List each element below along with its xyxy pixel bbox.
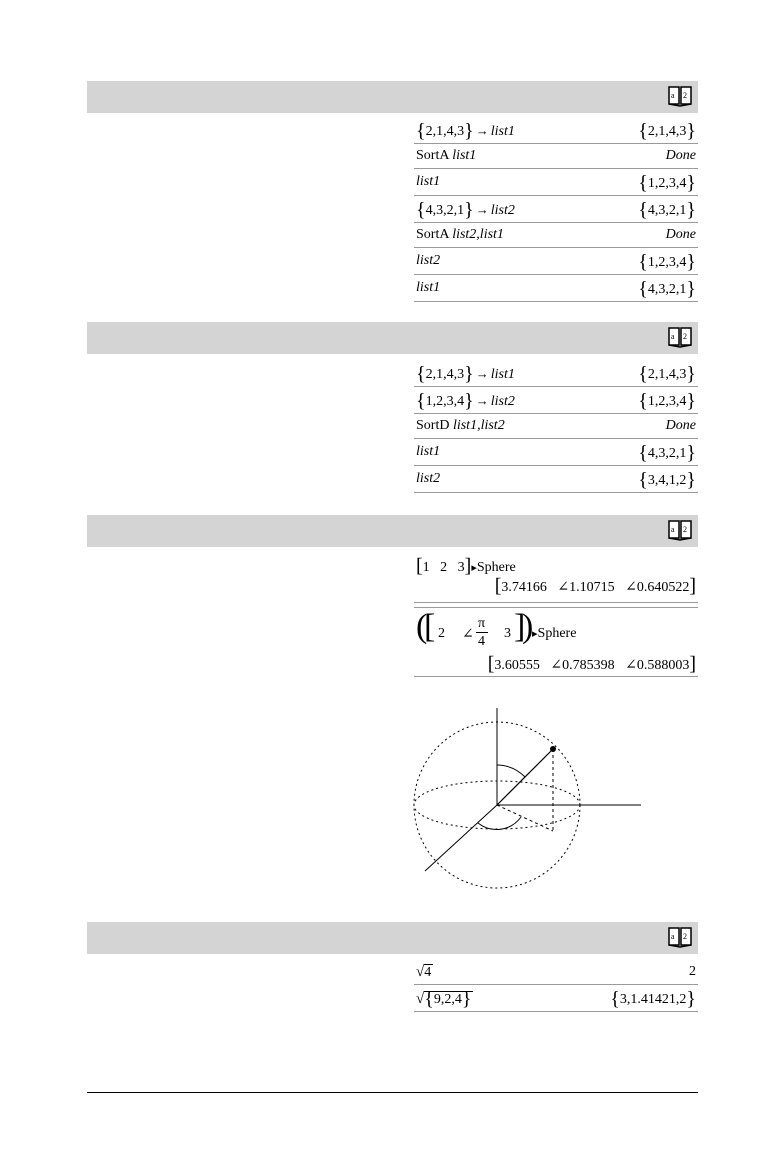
table-row: list2 {3,4,1,2}	[414, 466, 698, 493]
sortd-example-table	[414, 360, 698, 493]
table-row: ( [ 2 ∠ π 4 3 ] ) ▸Sphere [3.60555 ∠0.785398 ∠0.588003]	[416, 608, 696, 675]
book-icon	[668, 520, 692, 541]
sphere-diagram	[405, 705, 650, 890]
table-row: √{9,2,4} {3,1.41421,2}	[414, 985, 698, 1012]
book-icon	[668, 86, 692, 107]
svg-text:2: 2	[683, 525, 687, 534]
section-header-sqrt	[87, 922, 698, 954]
svg-text:a: a	[671, 932, 675, 941]
table-row: √4 2	[414, 960, 698, 985]
table-row: list1 {4,3,2,1}	[414, 439, 698, 466]
sorta-example-table	[414, 117, 698, 302]
svg-text:2: 2	[683, 91, 687, 100]
table-row: {4,3,2,1} → list2 {4,3,2,1}	[414, 196, 698, 223]
table-row: [1 2 3]▸Sphere [3.74166 ∠1.10715 ∠0.640522]	[414, 552, 698, 603]
table-row: {2,1,4,3} → list1 {2,1,4,3}	[414, 360, 698, 387]
table-row: SortA list2,list1 Done	[414, 223, 698, 248]
svg-text:2: 2	[683, 932, 687, 941]
table-row: SortA list1 Done	[414, 144, 698, 169]
table-row: list1 {1,2,3,4}	[414, 169, 698, 196]
section-header-sphere	[87, 515, 698, 547]
footer-rule	[87, 1092, 698, 1093]
sphere-example-table	[414, 552, 698, 677]
book-icon	[668, 927, 692, 948]
svg-text:2: 2	[683, 332, 687, 341]
book-icon	[668, 327, 692, 348]
svg-text:a: a	[671, 91, 675, 100]
sqrt-example-table	[414, 960, 698, 1012]
section-header-sorta	[87, 81, 698, 113]
table-row: SortD list1,list2 Done	[414, 414, 698, 439]
table-row: list1 {4,3,2,1}	[414, 275, 698, 302]
table-row: list2 {1,2,3,4}	[414, 248, 698, 275]
svg-text:a: a	[671, 525, 675, 534]
svg-text:a: a	[671, 332, 675, 341]
section-header-sortd	[87, 322, 698, 354]
table-row: {2,1,4,3} → list1 {2,1,4,3}	[414, 117, 698, 144]
table-row: {1,2,3,4} → list2 {1,2,3,4}	[414, 387, 698, 414]
